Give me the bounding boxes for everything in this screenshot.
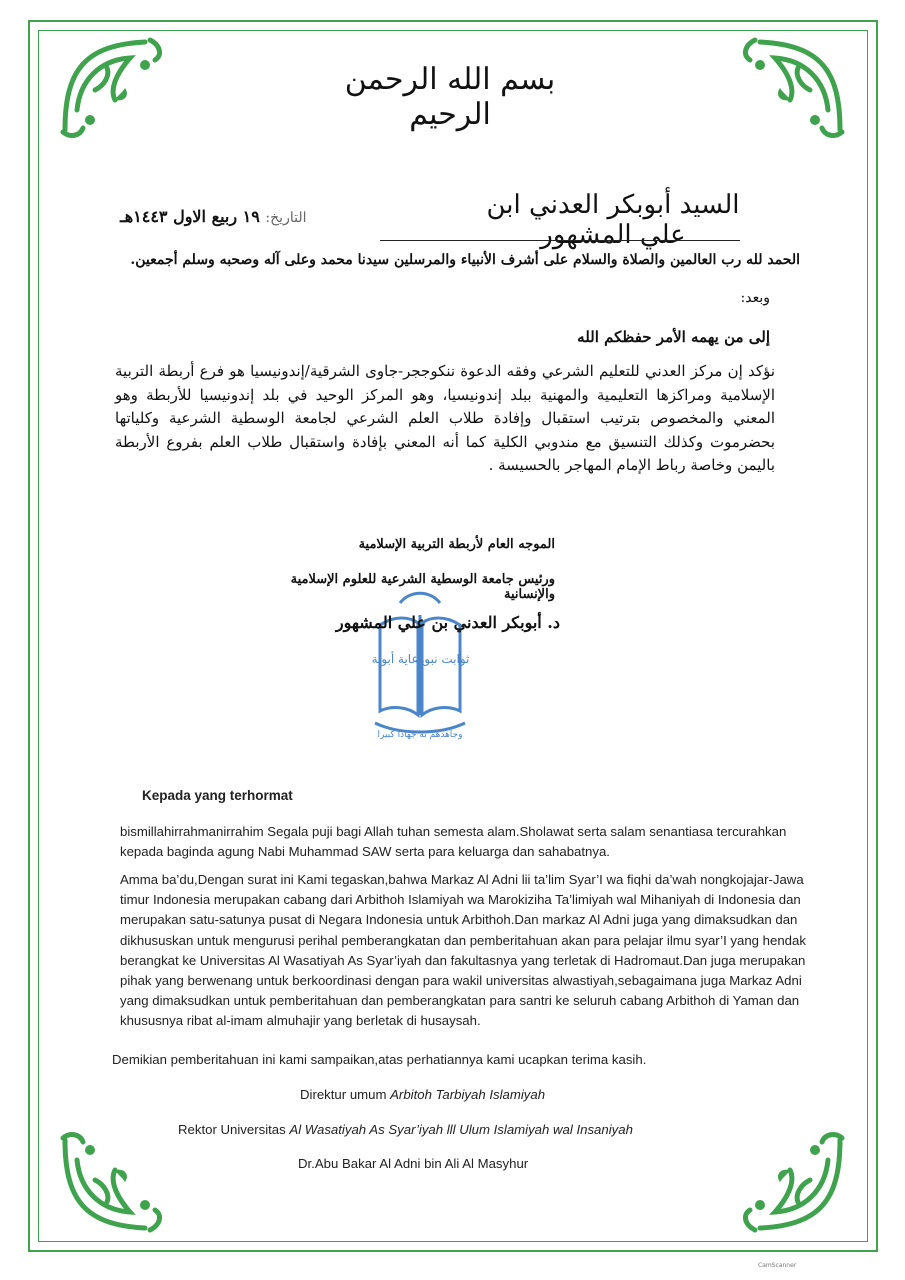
stamp-right-text: ثوابت نبوية [414, 652, 470, 666]
corner-ornament-top-right [730, 30, 850, 140]
closing-line-3-signatory: Dr.Abu Bakar Al Adni bin Ali Al Masyhur [298, 1156, 529, 1171]
closing-line-1 [300, 1087, 545, 1102]
basmala-calligraphy: بسم الله الرحمن الرحيم [344, 62, 556, 132]
indonesian-paragraph-2: Amma ba’du,Dengan surat ini Kami tegaskan,bahwa Markaz Al Adni lii ta’lim Syar’I wa fiqhi da’wah nongkojajar-Jawa timur Indonesia merupakan cabang dari Arbithoh Islamiyah wa Marokiziha Ta’limiyah wal Mihaniyah di Indonesia dan merupakan satu-satunya pusat di Negara Indonesia untuk Arbithoh.Dan markaz Al Adni juga yang dimaksudkan dan dikhususkan untuk mengurusi perihal pemberangkatan dan pemberitahuan akan para pelajar ilmu syar’I yang hendak berangkat ke Universitas Al Wasatiyah As Syar’iyah dan fakultasnya yang terletak di Hadromaut.Dan juga merupakan pihak yang berwenang untuk berkoordinasi dengan para wakil universitas alwastiyah,sebagaimana juga Markaz Adni yang dimaksudkan untuk pemberitahuan dan pemberangkatan para santri ke seluruh cabang Arbithoh di Yaman dan khususnya ribat al-imam almuhajir yang berletak di husaysah. [120, 872, 806, 1029]
official-stamp [360, 585, 480, 745]
closing-line-1-title: Direktur umum [300, 1087, 391, 1102]
header-divider [380, 240, 740, 241]
letterhead-name: السيد أبوبكر العدني ابن علي المشهور [486, 190, 740, 250]
scanner-watermark: CamScanner [758, 1262, 797, 1269]
corner-ornament-top-left [55, 30, 175, 140]
arabic-signatory-title-2: ورئيس جامعة الوسطية الشرعية للعلوم الإسلامية والإنسانية [290, 572, 555, 602]
closing-line-1-org: Arbitoh Tarbiyah Islamiyah [390, 1087, 546, 1102]
closing-line-2 [178, 1122, 633, 1137]
indonesian-salutation: Kepada yang terhormat [142, 788, 293, 803]
arabic-greeting: الحمد لله رب العالمين والصلاة والسلام على أشرف الأنبياء والمرسلين سيدنا محمد وعلى آله وصحبه وسلم أجمعين. [130, 252, 800, 268]
corner-ornament-bottom-left [55, 1130, 175, 1240]
corner-ornament-bottom-right [730, 1130, 850, 1240]
closing-line-2-title: Rektor Universitas [178, 1122, 290, 1137]
arabic-addressee: إلى من يهمه الأمر حفظكم الله [577, 328, 770, 346]
indonesian-paragraph-3: Demikian pemberitahuan ini kami sampaikan,atas perhatiannya kami ucapkan terima kasih. [112, 1052, 647, 1067]
date-label: التاريخ: [265, 210, 307, 226]
stamp-bottom-text: وجاهدهم به جهادا كبيرا [377, 730, 463, 740]
arabic-body: نؤكد إن مركز العدني للتعليم الشرعي وفقه الدعوة ننكوججر-جاوى الشرقية/إندونيسيا هو فرع أربطة التربية الإسلامية ومراكزها التعليمية والمهنية ببلد إندونيسيا، وهو المركز الوحيد في بلد إندونيسيا للأربطة وهو المعني والمخصوص بترتيب استقبال وإفادة طلاب العلم الشرعي لجامعة الوسطية الشرعية وكلياتها بحضرموت وكذلك التنسيق مع مندوبي الكلية كما أنه المعني بإفادة واستقبال طلاب العلم بفروع الأربطة باليمن وخاصة رباط الإمام المهاجر بالحسيسة . [115, 362, 775, 474]
date-line [120, 207, 370, 226]
arabic-signatory-name: د. أبوبكر العدني بن علي المشهور [335, 613, 560, 632]
stamp-left-text: رعاية أبوية [371, 652, 425, 666]
date-value: ١٩ ربيع الاول ١٤٤٣هـ [120, 207, 260, 226]
arabic-wabad: وبعد: [740, 290, 770, 306]
closing-line-2-org: Al Wasatiyah As Syar’iyah lll Ulum Islamiyah wal Insaniyah [289, 1122, 633, 1137]
indonesian-paragraph-1: bismillahirrahmanirrahim Segala puji bagi Allah tuhan semesta alam.Sholawat serta salam senantiasa tercurahkan kepada baginda agung Nabi Muhammad SAW serta para keluarga dan sahabatnya. [120, 824, 787, 859]
arabic-signatory-title-1: الموجه العام لأربطة التربية الإسلامية [358, 537, 555, 552]
